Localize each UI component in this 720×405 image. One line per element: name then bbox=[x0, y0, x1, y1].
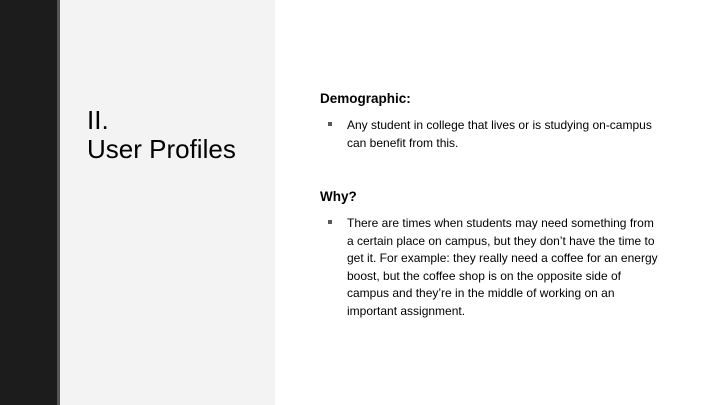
square-bullet-icon bbox=[328, 220, 332, 224]
slide-title: User Profiles bbox=[87, 134, 236, 164]
section-number: II. bbox=[87, 105, 109, 135]
demographic-heading: Demographic: bbox=[320, 91, 411, 106]
demographic-bullet-text: Any student in college that lives or is studying on-campus can benefit from this. bbox=[347, 118, 652, 150]
content-area bbox=[320, 0, 700, 405]
title-panel bbox=[60, 0, 275, 405]
demographic-bullet bbox=[347, 117, 660, 152]
why-bullet bbox=[347, 215, 660, 320]
why-heading: Why? bbox=[320, 189, 357, 204]
square-bullet-icon bbox=[328, 122, 332, 126]
why-bullet-text: There are times when students may need something from a certain place on campus, but they don’t have the time to get it. For example: they really need a coffee for an energy boost, but the coffee shop is on the opposite side of campus and they’re in the middle of working on an important assignment. bbox=[347, 216, 658, 318]
left-dark-bar bbox=[0, 0, 57, 405]
